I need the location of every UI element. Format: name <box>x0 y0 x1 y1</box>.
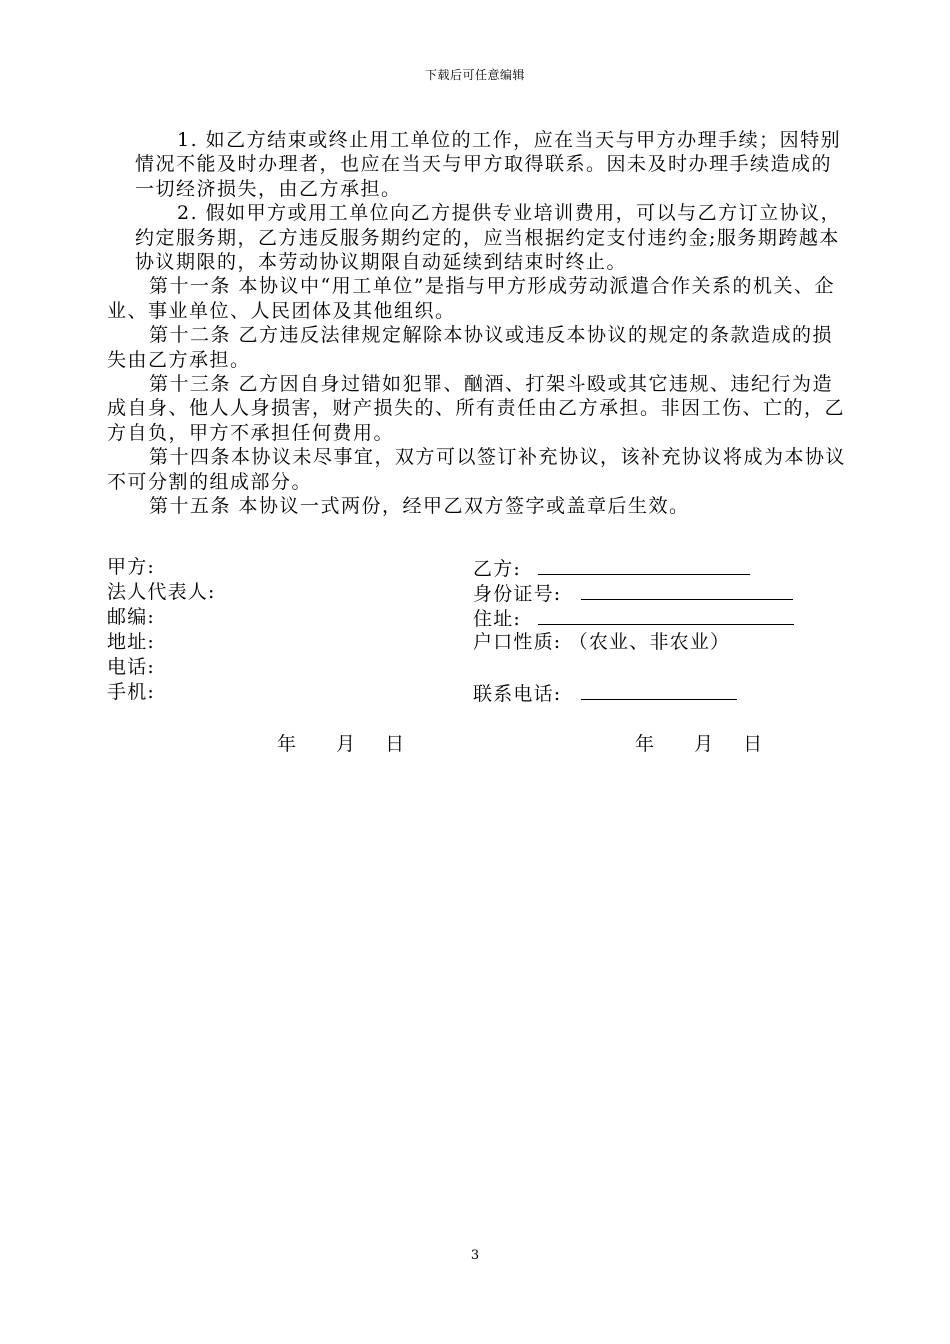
party-b-address-blank[interactable] <box>538 605 794 625</box>
article-15: 第十五条 本协议一式两份，经甲乙双方签字或盖章后生效。 <box>149 495 690 518</box>
party-a-phone-label: 电话: <box>107 656 156 678</box>
party-b-hukou-row <box>473 630 730 654</box>
party-a-rep-label: 法人代表人: <box>107 581 216 603</box>
party-a-date-day: 日 <box>385 733 405 755</box>
party-a-name-label: 甲方: <box>107 556 156 578</box>
party-b-phone-label: 联系电话: <box>473 683 562 705</box>
party-b-date-year: 年 <box>635 733 655 755</box>
party-b-phone-blank[interactable] <box>581 680 737 700</box>
party-b-name-label: 乙方: <box>473 558 522 580</box>
party-b-hukou-value: （农业、非农业） <box>568 631 731 653</box>
party-a-address-label: 地址: <box>107 631 156 653</box>
party-a-date <box>277 729 404 756</box>
party-b-name-row <box>473 555 750 581</box>
party-b-address-row <box>473 605 794 631</box>
party-b-id-blank[interactable] <box>581 580 793 600</box>
article-12: 第十二条 乙方违反法律规定解除本协议或违反本协议的规定的条款造成的损失由乙方承担。 <box>107 324 834 371</box>
clause-item-1: 1. 如乙方结束或终止用工单位的工作，应在当天与甲方办理手续；因特别情况不能及时办理者，也应在当天与甲方取得联系。因未及时办理手续造成的一切经济损失，由乙方承担。 <box>135 129 842 200</box>
party-a-date-year: 年 <box>277 733 297 755</box>
party-b-date-month: 月 <box>694 733 714 755</box>
party-b-id-row <box>473 580 793 606</box>
party-b-phone-row <box>473 680 737 706</box>
page-number: 3 <box>470 1248 480 1263</box>
article-14: 第十四条本协议未尽事宜，双方可以签订补充协议，该补充协议将成为本协议不可分割的组成部分。 <box>107 446 847 493</box>
party-a-date-month: 月 <box>336 733 356 755</box>
clause-item-2: 2. 假如甲方或用工单位向乙方提供专业培训费用，可以与乙方订立协议，约定服务期，乙方违反服务期约定的，应当根据约定支付违约金;服务期跨越本协议期限的，本劳动协议期限自动延续到结束时终止。 <box>135 202 842 274</box>
agreement-body <box>107 128 847 519</box>
party-b-date <box>635 729 762 756</box>
party-b-id-label: 身份证号: <box>473 583 562 605</box>
party-a-postcode-label: 邮编: <box>107 606 156 628</box>
party-b-hukou-label: 户口性质: <box>473 631 562 653</box>
article-13: 第十三条 乙方因自身过错如犯罪、酗酒、打架斗殴或其它违规、违纪行为造成自身、他人人身损害，财产损失的、所有责任由乙方承担。非因工伤、亡的，乙方自负，甲方不承担任何费用。 <box>107 373 846 444</box>
party-b-name-blank[interactable] <box>538 555 750 575</box>
party-a-mobile-label: 手机: <box>107 681 156 703</box>
party-b-date-day: 日 <box>743 733 763 755</box>
article-11: 第十一条 本协议中“用工单位”是指与甲方形成劳动派遣合作关系的机关、企业、事业单位、人民团体及其他组织。 <box>107 275 835 322</box>
party-b-address-label: 住址: <box>473 608 522 630</box>
page-header-note: 下载后可任意编辑 <box>424 68 525 82</box>
